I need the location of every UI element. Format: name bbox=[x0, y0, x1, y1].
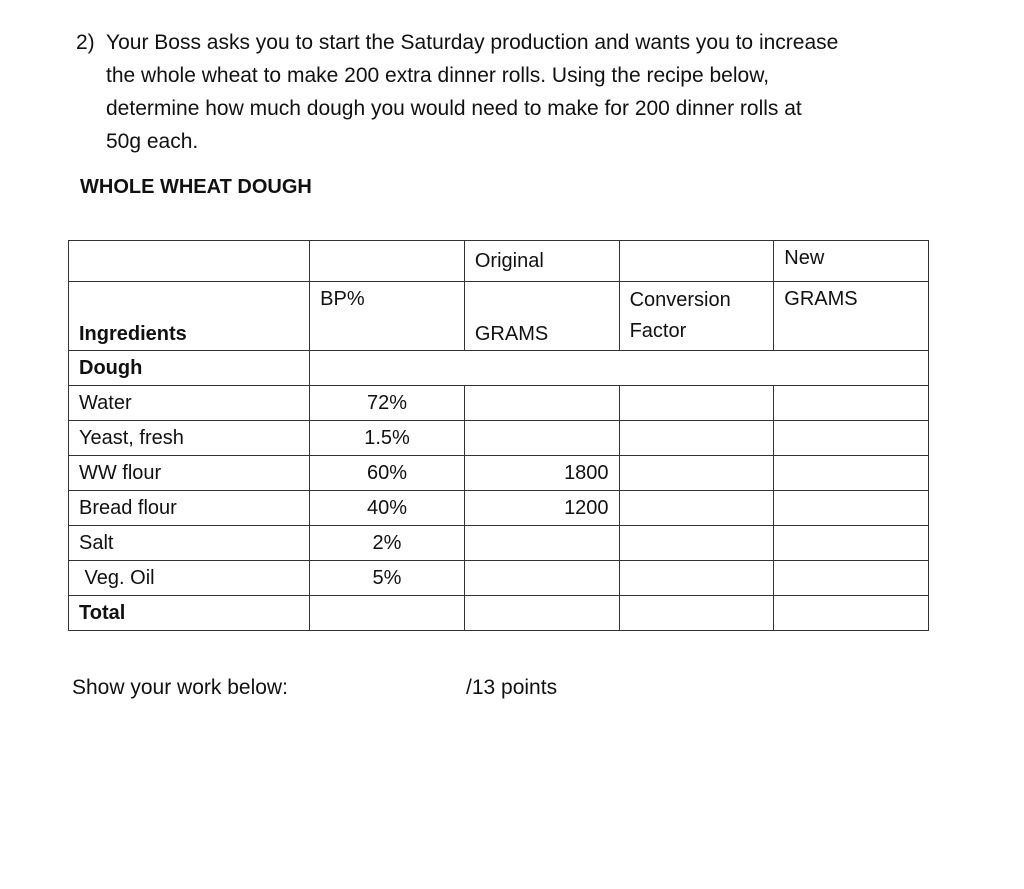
ingredient-name: Yeast, fresh bbox=[69, 421, 310, 456]
new-grams-value bbox=[774, 526, 929, 561]
ingredient-name: Veg. Oil bbox=[69, 561, 310, 596]
table-cell bbox=[619, 596, 774, 631]
header-conversion-line: Conversion bbox=[629, 289, 731, 311]
conversion-factor-value bbox=[619, 421, 774, 456]
header-ingredients: Ingredients bbox=[69, 282, 310, 351]
header-conversion-factor bbox=[619, 282, 774, 351]
question-number: 2) bbox=[76, 31, 95, 54]
conversion-factor-value bbox=[619, 386, 774, 421]
table-cell bbox=[464, 596, 619, 631]
conversion-factor-value bbox=[619, 561, 774, 596]
table-cell bbox=[774, 596, 929, 631]
table-cell bbox=[69, 241, 310, 282]
conversion-factor-value bbox=[619, 526, 774, 561]
table-header-row bbox=[69, 241, 929, 282]
conversion-factor-value bbox=[619, 491, 774, 526]
original-grams-value: 1200 bbox=[464, 491, 619, 526]
section-label: Dough bbox=[69, 351, 310, 386]
recipe-table bbox=[68, 240, 929, 631]
ingredient-name: WW flour bbox=[69, 456, 310, 491]
table-row bbox=[69, 421, 929, 456]
table-cell bbox=[310, 596, 465, 631]
table-row bbox=[69, 491, 929, 526]
total-label: Total bbox=[69, 596, 310, 631]
points-label: /13 points bbox=[466, 676, 558, 699]
header-conversion-line: Factor bbox=[629, 320, 687, 342]
ingredient-name: Water bbox=[69, 386, 310, 421]
bp-value: 60% bbox=[310, 456, 465, 491]
question-line: determine how much dough you would need to make for 200 dinner rolls at bbox=[106, 97, 802, 120]
header-new: New bbox=[774, 241, 929, 282]
ingredient-name: Salt bbox=[69, 526, 310, 561]
bp-value: 2% bbox=[310, 526, 465, 561]
total-row bbox=[69, 596, 929, 631]
table-cell bbox=[310, 241, 465, 282]
bp-value: 5% bbox=[310, 561, 465, 596]
ingredient-name: Bread flour bbox=[69, 491, 310, 526]
header-original: Original bbox=[464, 241, 619, 282]
table-row bbox=[69, 526, 929, 561]
table-header-row bbox=[69, 282, 929, 351]
new-grams-value bbox=[774, 421, 929, 456]
bp-value: 72% bbox=[310, 386, 465, 421]
question-block bbox=[76, 26, 956, 158]
table-row bbox=[69, 561, 929, 596]
conversion-factor-value bbox=[619, 456, 774, 491]
new-grams-value bbox=[774, 456, 929, 491]
header-original-grams: GRAMS bbox=[464, 282, 619, 351]
original-grams-value bbox=[464, 421, 619, 456]
table-row bbox=[69, 456, 929, 491]
header-new-grams: GRAMS bbox=[774, 282, 929, 351]
original-grams-value bbox=[464, 386, 619, 421]
question-text bbox=[106, 26, 956, 158]
original-grams-value: 1800 bbox=[464, 456, 619, 491]
bp-value: 40% bbox=[310, 491, 465, 526]
table-row bbox=[69, 386, 929, 421]
section-row bbox=[69, 351, 929, 386]
new-grams-value bbox=[774, 491, 929, 526]
header-bp-percent: BP% bbox=[310, 282, 465, 351]
new-grams-value bbox=[774, 386, 929, 421]
original-grams-value bbox=[464, 561, 619, 596]
question-line: 50g each. bbox=[106, 130, 199, 153]
bp-value: 1.5% bbox=[310, 421, 465, 456]
new-grams-value bbox=[774, 561, 929, 596]
section-heading: WHOLE WHEAT DOUGH bbox=[80, 176, 312, 198]
question-line: Your Boss asks you to start the Saturday production and wants you to increase bbox=[106, 31, 839, 54]
table-cell bbox=[310, 351, 929, 386]
show-work-label: Show your work below: bbox=[72, 676, 288, 699]
original-grams-value bbox=[464, 526, 619, 561]
table-cell bbox=[619, 241, 774, 282]
question-line: the whole wheat to make 200 extra dinner rolls. Using the recipe below, bbox=[106, 64, 770, 87]
